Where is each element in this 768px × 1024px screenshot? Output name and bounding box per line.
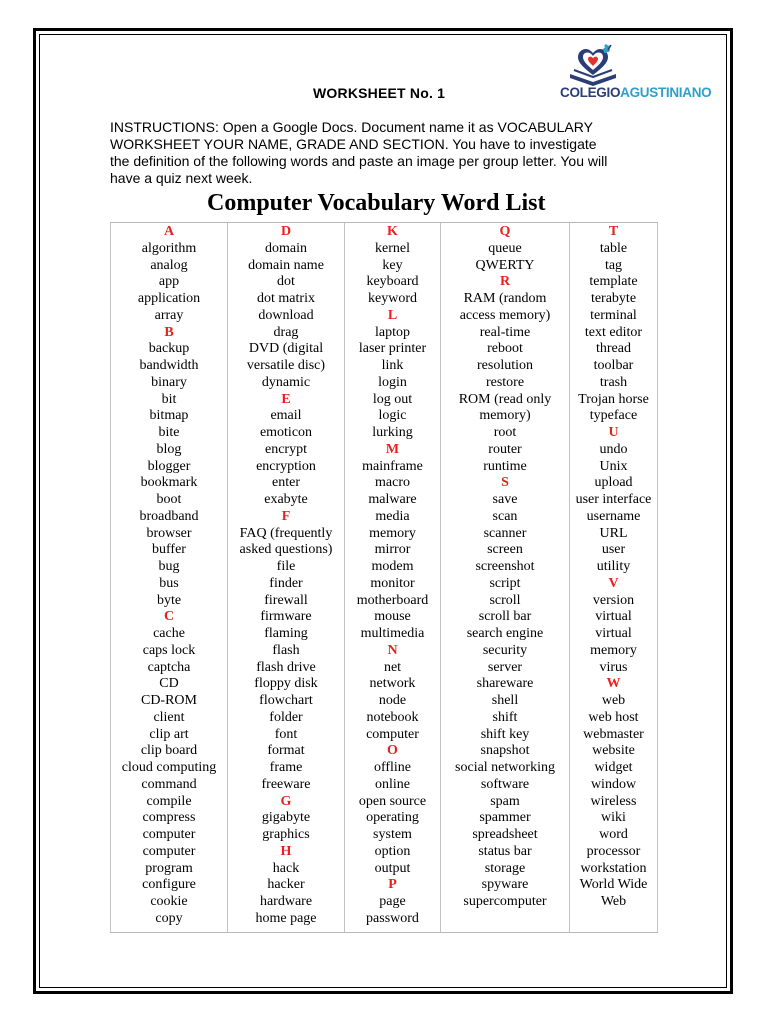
vocabulary-word: analog	[150, 257, 188, 273]
vocabulary-word: virus	[599, 659, 628, 675]
vocabulary-word: freeware	[261, 776, 311, 792]
letter-heading: W	[606, 676, 621, 692]
instructions-line: INSTRUCTIONS: Open a Google Docs. Document name it as VOCABULARY	[110, 119, 593, 135]
vocabulary-word: network	[369, 676, 416, 692]
vocabulary-word: URL	[599, 525, 628, 541]
vocabulary-word: buffer	[152, 542, 186, 558]
vocabulary-word: malware	[368, 492, 417, 507]
vocabulary-word: storage	[484, 860, 526, 876]
vocabulary-word: widget	[594, 760, 633, 775]
vocabulary-word: CD	[159, 676, 179, 692]
vocabulary-word: bit	[161, 391, 177, 407]
vocabulary-word: wireless	[590, 793, 637, 809]
vocabulary-word: runtime	[483, 458, 527, 474]
vocabulary-word: bus	[159, 575, 179, 591]
vocabulary-word: array	[154, 307, 184, 323]
vocabulary-word: router	[488, 441, 522, 457]
vocabulary-word: compile	[146, 793, 192, 809]
vocabulary-word: encryption	[256, 458, 316, 474]
vocabulary-word: bookmark	[140, 475, 198, 491]
vocabulary-word: virtual	[595, 609, 632, 625]
vocabulary-word: web host	[588, 709, 639, 725]
vocabulary-word: server	[487, 659, 523, 675]
vocabulary-word: resolution	[477, 358, 533, 373]
vocabulary-column-t-w	[569, 223, 658, 932]
school-logo	[560, 44, 710, 110]
vocabulary-word: web	[601, 693, 626, 708]
vocabulary-word: shell	[491, 693, 519, 708]
vocabulary-word: security	[482, 642, 528, 658]
vocabulary-word: shift	[492, 709, 518, 725]
letter-heading: F	[281, 508, 291, 524]
letter-heading: R	[499, 274, 511, 290]
vocabulary-word: clip board	[140, 743, 198, 759]
vocabulary-word: mouse	[374, 609, 411, 625]
letter-heading: L	[387, 307, 398, 323]
vocabulary-word: spam	[490, 793, 520, 809]
vocabulary-word: mirror	[374, 542, 411, 558]
vocabulary-column-a-c	[110, 223, 227, 932]
vocabulary-word: window	[590, 776, 637, 792]
vocabulary-word: scroll	[489, 592, 521, 608]
vocabulary-word: log out	[372, 391, 413, 407]
vocabulary-word: blog	[156, 441, 182, 457]
vocabulary-word: flash drive	[256, 659, 316, 675]
vocabulary-word: utility	[596, 559, 631, 574]
vocabulary-word: ROM (read only	[458, 391, 552, 407]
vocabulary-word: search engine	[466, 626, 544, 641]
vocabulary-word: motherboard	[356, 592, 429, 608]
letter-heading: M	[385, 441, 400, 457]
vocabulary-word: bandwidth	[139, 358, 199, 373]
vocabulary-word: font	[274, 726, 298, 742]
vocabulary-column-d-h	[227, 223, 344, 932]
vocabulary-word: macro	[375, 475, 410, 491]
vocabulary-word: bite	[158, 425, 180, 440]
vocabulary-word: compress	[142, 810, 196, 826]
vocabulary-word: kernel	[375, 240, 410, 256]
vocabulary-word: social networking	[455, 760, 555, 775]
instructions-line: the definition of the following words and paste an image per group letter. You will	[110, 153, 608, 169]
vocabulary-word: boot	[156, 492, 182, 507]
vocabulary-word: Unix	[599, 458, 628, 474]
vocabulary-word: laptop	[375, 324, 410, 340]
vocabulary-word: webmaster	[583, 726, 644, 742]
vocabulary-word: CD-ROM	[140, 693, 197, 708]
vocabulary-word: keyboard	[366, 274, 419, 290]
vocabulary-word: versatile disc)	[246, 358, 326, 373]
vocabulary-word: memory)	[479, 408, 531, 424]
vocabulary-word: screenshot	[475, 559, 535, 574]
letter-heading: G	[280, 793, 292, 809]
vocabulary-word: wiki	[601, 810, 626, 826]
heart-flame-book-emblem-icon	[564, 44, 622, 86]
vocabulary-word: website	[592, 743, 635, 759]
vocabulary-word: folder	[269, 709, 303, 725]
vocabulary-word: shift key	[480, 726, 530, 742]
vocabulary-table	[110, 222, 658, 933]
vocabulary-word: typeface	[589, 408, 638, 424]
vocabulary-word: hacker	[267, 877, 305, 893]
letter-heading: A	[163, 224, 175, 239]
vocabulary-word: flowchart	[259, 693, 313, 708]
vocabulary-word: firewall	[264, 592, 308, 608]
vocabulary-word: memory	[590, 642, 637, 658]
vocabulary-word: scroll bar	[478, 609, 532, 625]
vocabulary-word: domain name	[248, 257, 324, 273]
vocabulary-word: blogger	[147, 458, 191, 474]
vocabulary-word: browser	[146, 525, 192, 541]
vocabulary-word: computer	[366, 726, 419, 742]
letter-heading: K	[387, 224, 398, 239]
vocabulary-word: laser printer	[358, 341, 427, 357]
vocabulary-word: cache	[153, 626, 185, 641]
vocabulary-word: Trojan horse	[578, 391, 649, 407]
vocabulary-word: exabyte	[264, 492, 308, 507]
vocabulary-word: shareware	[476, 676, 534, 692]
vocabulary-word: bug	[158, 559, 180, 574]
vocabulary-word: application	[137, 291, 201, 306]
vocabulary-column-k-p	[344, 223, 440, 932]
letter-heading: D	[280, 224, 292, 239]
vocabulary-word: terabyte	[590, 291, 637, 306]
vocabulary-word: memory	[369, 525, 416, 541]
vocabulary-word: domain	[265, 240, 307, 256]
vocabulary-word: user	[601, 542, 626, 558]
vocabulary-word: status bar	[478, 843, 532, 859]
vocabulary-word: format	[267, 743, 305, 759]
vocabulary-word: snapshot	[480, 743, 530, 759]
vocabulary-word: caps lock	[142, 642, 196, 658]
vocabulary-word: notebook	[366, 709, 419, 725]
vocabulary-word: processor	[586, 843, 641, 859]
vocabulary-word: terminal	[590, 307, 637, 323]
vocabulary-word: modem	[371, 559, 414, 574]
vocabulary-word: flaming	[264, 626, 308, 641]
vocabulary-word: scanner	[483, 525, 527, 541]
letter-heading: S	[501, 475, 509, 491]
vocabulary-word: operating	[366, 810, 419, 826]
vocabulary-word: logic	[378, 408, 407, 424]
vocabulary-word: backup	[148, 341, 190, 357]
vocabulary-word: flash	[272, 642, 300, 658]
vocabulary-word: command	[141, 776, 197, 792]
vocabulary-word: bitmap	[149, 408, 189, 424]
vocabulary-word: virtual	[595, 626, 632, 641]
vocabulary-word: download	[258, 307, 314, 323]
vocabulary-word: table	[599, 240, 628, 256]
vocabulary-word: queue	[488, 240, 522, 256]
vocabulary-word: page	[379, 894, 406, 909]
school-logo-text	[560, 85, 711, 100]
vocabulary-word: real-time	[479, 324, 531, 340]
letter-heading: O	[387, 743, 398, 759]
vocabulary-word: user interface	[575, 492, 652, 507]
vocabulary-word: template	[589, 274, 638, 290]
vocabulary-word: node	[378, 693, 407, 708]
letter-heading: V	[608, 575, 619, 591]
vocabulary-word: supercomputer	[463, 894, 547, 909]
vocabulary-word: finder	[269, 575, 303, 591]
letter-heading: T	[608, 224, 619, 239]
letter-heading: E	[281, 391, 291, 407]
vocabulary-word: thread	[596, 341, 631, 357]
vocabulary-word: text editor	[584, 324, 643, 340]
vocabulary-word: save	[492, 492, 518, 507]
logo-text-part2: AGUSTINIANO	[620, 85, 712, 100]
vocabulary-word: trash	[599, 374, 628, 390]
vocabulary-word: program	[145, 860, 193, 876]
vocabulary-word: dot matrix	[257, 291, 315, 306]
vocabulary-word: drag	[273, 324, 299, 340]
letter-heading: Q	[499, 224, 511, 239]
vocabulary-word: output	[374, 860, 411, 876]
vocabulary-word: clip art	[149, 726, 189, 742]
vocabulary-word: spyware	[481, 877, 529, 893]
vocabulary-word: hardware	[259, 894, 313, 909]
vocabulary-word: app	[158, 274, 180, 290]
vocabulary-word: version	[592, 592, 635, 608]
vocabulary-word: restore	[485, 374, 525, 390]
vocabulary-word: frame	[269, 760, 303, 775]
vocabulary-word: word	[599, 827, 628, 842]
vocabulary-word: client	[153, 709, 185, 725]
vocabulary-column-q-s	[440, 223, 569, 932]
vocabulary-word: email	[270, 408, 302, 424]
vocabulary-word: RAM (random	[463, 291, 547, 306]
vocabulary-word: reboot	[487, 341, 523, 357]
vocabulary-word: offline	[373, 760, 412, 775]
vocabulary-word: multimedia	[360, 626, 425, 641]
vocabulary-word: cloud computing	[121, 760, 217, 775]
vocabulary-word: file	[276, 559, 296, 574]
vocabulary-word: keyword	[368, 291, 417, 306]
vocabulary-word: encrypt	[265, 441, 307, 457]
vocabulary-word: software	[480, 776, 530, 792]
vocabulary-word: captcha	[147, 659, 191, 675]
vocabulary-word: undo	[599, 441, 628, 457]
vocabulary-word: username	[586, 508, 641, 524]
letter-heading: P	[388, 877, 397, 893]
vocabulary-word: option	[374, 843, 411, 859]
vocabulary-word: system	[373, 827, 412, 842]
vocabulary-word: DVD (digital	[248, 341, 324, 357]
vocabulary-word: online	[375, 776, 410, 792]
vocabulary-word: dynamic	[261, 374, 311, 390]
vocabulary-word: password	[366, 910, 419, 926]
vocabulary-word: algorithm	[141, 240, 197, 256]
logo-text-part1: COLEGIO	[560, 85, 621, 100]
vocabulary-word: enter	[272, 475, 300, 491]
vocabulary-word: FAQ (frequently	[239, 525, 333, 541]
letter-heading: H	[280, 843, 292, 859]
vocabulary-word: firmware	[260, 609, 312, 625]
vocabulary-word: script	[489, 575, 521, 591]
vocabulary-word: screen	[487, 542, 523, 558]
vocabulary-word: gigabyte	[261, 810, 311, 826]
vocabulary-word: byte	[156, 592, 182, 608]
vocabulary-word: hack	[272, 860, 300, 876]
vocabulary-word: upload	[594, 475, 633, 491]
vocabulary-word: home page	[255, 910, 317, 926]
letter-heading: B	[164, 324, 174, 340]
vocabulary-word: net	[383, 659, 402, 675]
letter-heading: U	[608, 425, 619, 440]
vocabulary-word: graphics	[262, 827, 310, 842]
vocabulary-word: floppy disk	[254, 676, 318, 692]
vocabulary-word: cookie	[150, 894, 188, 909]
vocabulary-word: binary	[151, 374, 187, 390]
vocabulary-word: broadband	[139, 508, 199, 524]
vocabulary-word: emoticon	[259, 425, 313, 440]
vocabulary-word: QWERTY	[475, 257, 535, 273]
letter-heading: C	[163, 609, 175, 625]
vocabulary-word: asked questions)	[239, 542, 333, 558]
vocabulary-word: workstation	[580, 860, 647, 876]
vocabulary-word: media	[375, 508, 410, 524]
vocabulary-word: toolbar	[593, 358, 634, 373]
instructions-line: have a quiz next week.	[110, 170, 253, 186]
vocabulary-list-title: Computer Vocabulary Word List	[207, 190, 546, 216]
vocabulary-word: computer	[142, 827, 196, 842]
vocabulary-word: scan	[492, 508, 518, 524]
vocabulary-word: tag	[604, 257, 623, 273]
vocabulary-word: key	[382, 257, 403, 273]
vocabulary-word: Web	[600, 894, 627, 909]
vocabulary-word: root	[493, 425, 517, 440]
worksheet-title: WORKSHEET No. 1	[313, 85, 446, 101]
vocabulary-word: dot	[277, 274, 295, 290]
vocabulary-word: lurking	[372, 425, 413, 440]
vocabulary-word: World Wide	[579, 877, 648, 893]
vocabulary-word: spreadsheet	[472, 827, 538, 842]
instructions	[110, 119, 670, 187]
vocabulary-word: monitor	[370, 575, 415, 591]
instructions-line: WORKSHEET YOUR NAME, GRADE AND SECTION. You have to investigate	[110, 136, 597, 152]
vocabulary-word: configure	[142, 877, 196, 893]
vocabulary-word: spammer	[479, 810, 531, 826]
vocabulary-word: access memory)	[459, 307, 551, 323]
vocabulary-word: copy	[155, 910, 183, 926]
vocabulary-word: open source	[358, 793, 427, 809]
vocabulary-word: computer	[142, 843, 196, 859]
vocabulary-word: link	[381, 358, 404, 373]
vocabulary-word: login	[378, 374, 407, 390]
letter-heading: N	[387, 642, 398, 658]
vocabulary-word: mainframe	[362, 458, 423, 474]
